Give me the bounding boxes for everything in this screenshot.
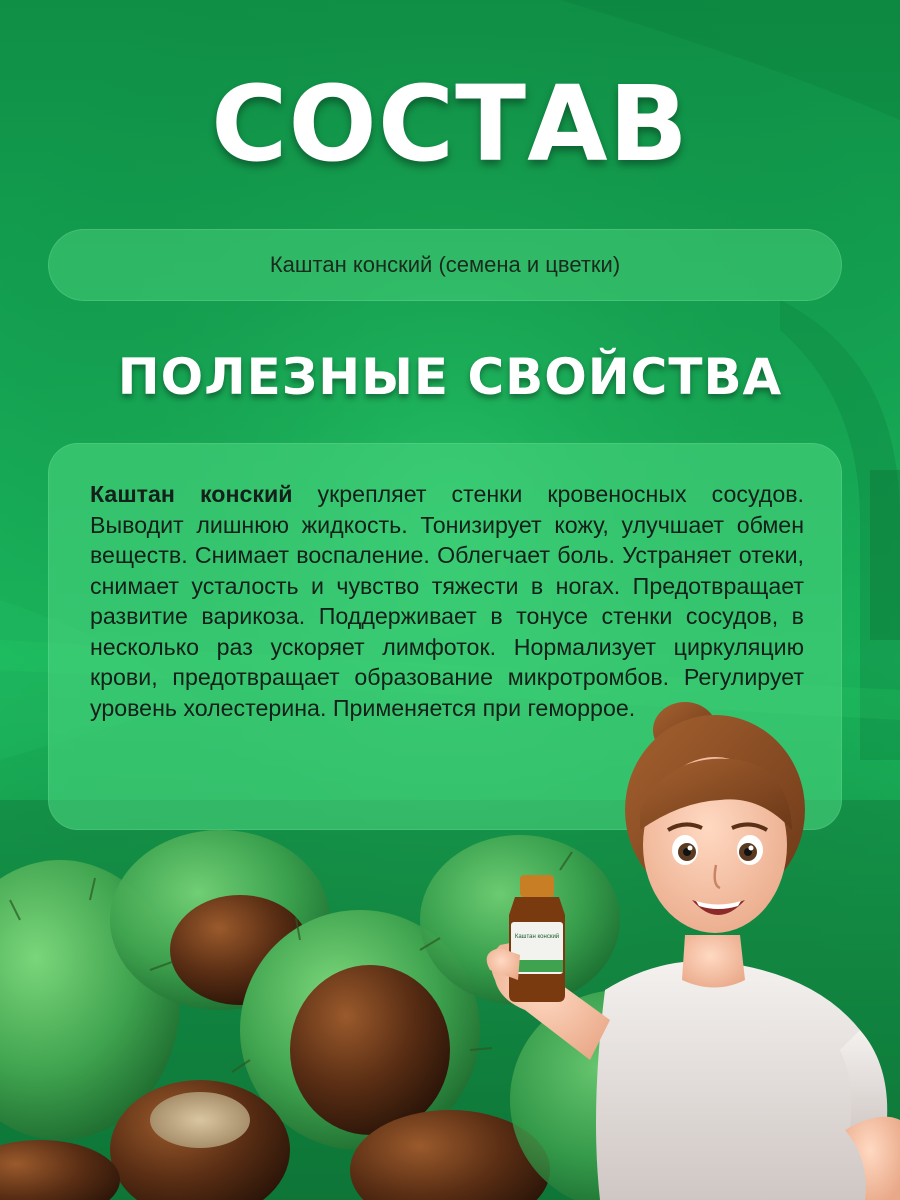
composition-title: СОСТАВ [211,63,689,185]
composition-text: Каштан конский (семена и цветки) [269,252,621,277]
properties-body: укрепляет стенки кровеносных сосудов. Выводит лишнюю жидкость. Тонизирует кожу, улучшает обмен веществ. Снимает воспаление. Облегчает боль. Устраняет отеки, снимает усталость и чувство тяжести в ногах. Предотвращает развитие варикоза. Поддерживает в тонусе стенки сосудов, в несколько раз ускоряет лимфоток. Нормализует циркуляцию крови, предотвращает образование микротромбов. Регулирует уровень холестерина. Применяется при геморрое. [90,481,804,721]
properties-title: ПОЛЕЗНЫЕ СВОЙСТВА [117,348,783,406]
properties-text [90,479,804,723]
bottle-label: Каштан конский [514,934,560,940]
bottle-icon [509,875,565,1002]
woman-illustration [470,690,900,1200]
properties-lead: Каштан конский [90,481,293,507]
composition-pill [48,229,842,301]
